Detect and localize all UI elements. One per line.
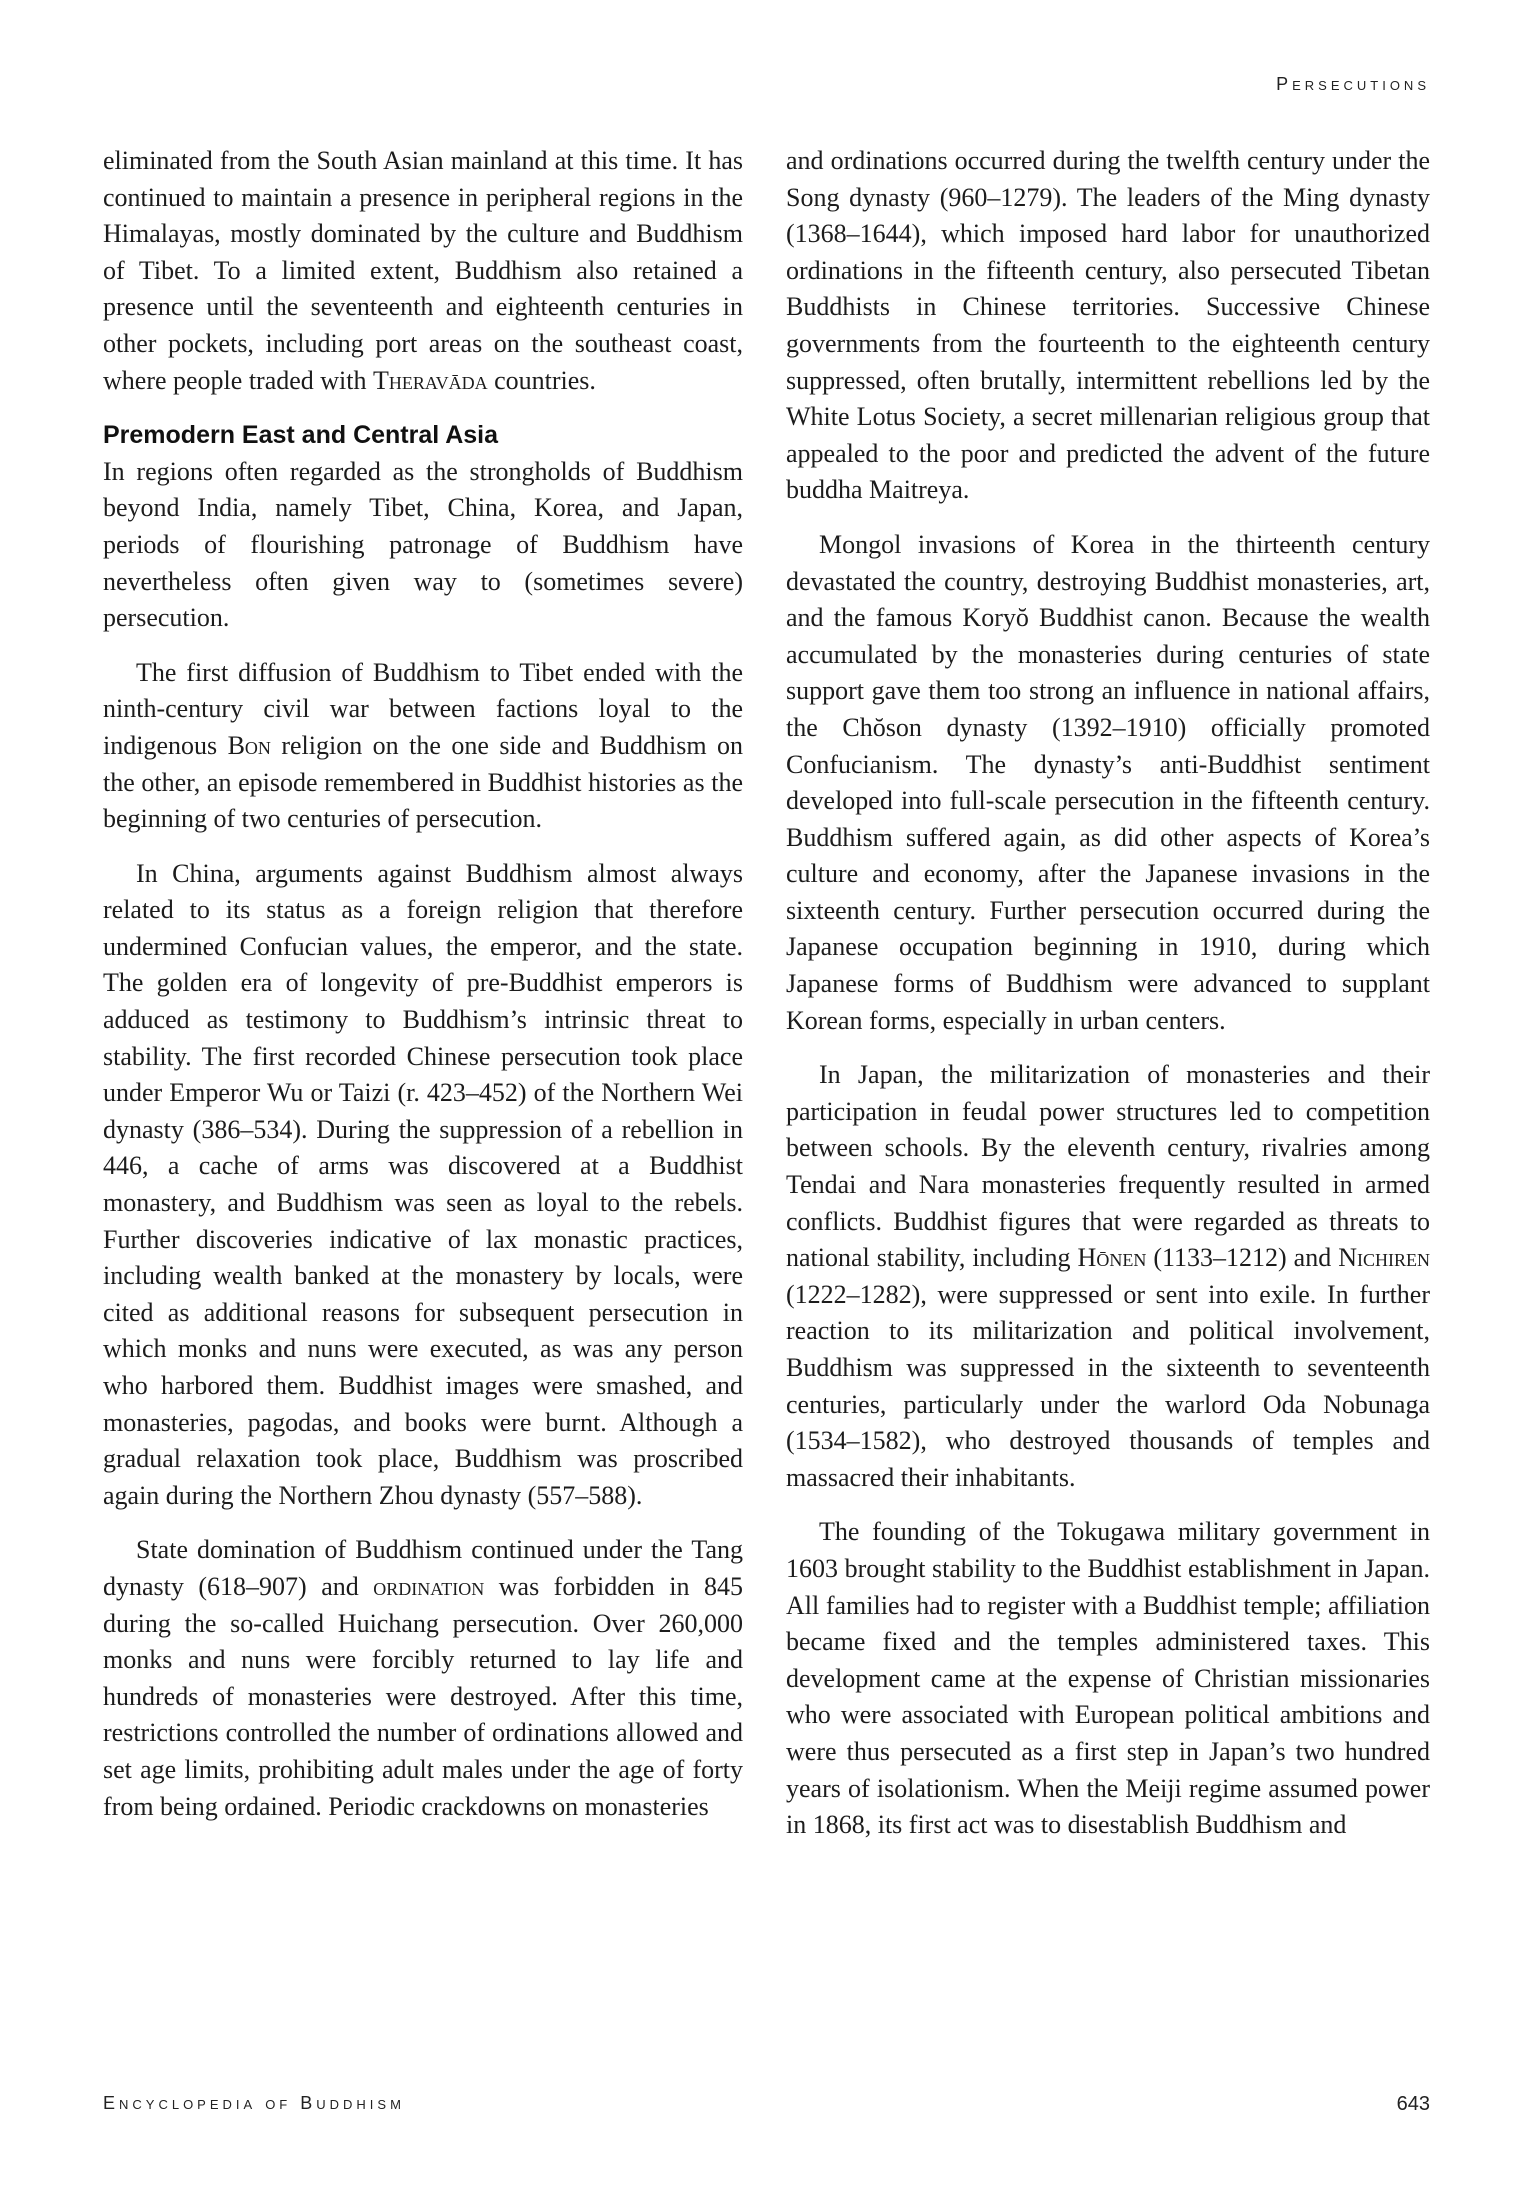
cross-reference-term: Bon (227, 730, 271, 760)
page-footer (103, 2093, 1430, 2116)
text: (1222–1282), were suppressed or sent into exile. In further reaction to its militarization and political involvement, Buddhism was suppressed in the sixteenth to seventeenth centuries, particularly under the warlord Oda Nobunaga (1534–1582), who destroyed thousands of temples and massacred their inhabitants. (786, 1279, 1430, 1492)
page-number: 643 (1396, 2093, 1430, 2115)
text: In Japan, the militarization of monasteries and their participation in feudal power structures led to competition between schools. By the eleventh century, rivalries among Tendai and Nara monasteries frequently resulted in armed conflicts. Buddhist figures that were regarded as threats to national stability, including (786, 1060, 1430, 1273)
cross-reference-term: Nichiren (1338, 1243, 1430, 1273)
section-heading: Premodern East and Central Asia (103, 421, 499, 450)
paragraph (786, 1057, 1430, 1496)
paragraph (103, 143, 743, 399)
cross-reference-term: Hōnen (1077, 1243, 1147, 1273)
right-column (786, 143, 1430, 1862)
text: religion on the one side and Buddhism on the other, an episode remembered in Buddhist histories as the beginning of two centuries of persecution. (103, 730, 743, 834)
text: The first diffusion of Buddhism to Tibet ended with the ninth-century civil war between factions loyal to the indigenous (103, 657, 743, 760)
paragraph: and ordinations occurred during the twelfth century under the Song dynasty (960–1279). The leaders of the Ming dynasty (1368–1644), which imposed hard labor for unauthorized ordinations in the fifteenth century, also persecuted Tibetan Buddhists in Chinese territories. Successive Chinese governments from the fourteenth to the eighteenth century suppressed, often brutally, intermittent rebellions led by the White Lotus Society, a secret millenarian religious group that appealed to the poor and predicted the advent of the future buddha Maitreya. (786, 146, 1430, 505)
paragraph (103, 655, 743, 838)
text: was forbidden in 845 during the so-called Huichang persecution. Over 260,000 monks and nuns were forcibly returned to lay life and hundreds of monasteries were destroyed. After this time, restrictions controlled the number of ordinations allowed and set age limits, prohibiting adult males under the age of forty from being ordained. Periodic crackdowns on monasteries (103, 1571, 743, 1821)
running-header: Persecutions (1276, 74, 1430, 94)
paragraph: In China, arguments against Buddhism almost always related to its status as a foreign religion that therefore undermined Confucian values, the emperor, and the state. The golden era of longevity of pre-Buddhist emperors is adduced as testimony to Buddhism’s intrinsic threat to stability. The first recorded Chinese persecution took place under Emperor Wu or Taizi (r. 423–452) of the Northern Wei dynasty (386–534). During the suppression of a rebellion in 446, a cache of arms was discovered at a Buddhist monastery, and Buddhism was seen as loyal to the rebels. Further discoveries indicative of lax monastic practices, including wealth banked at the monastery by locals, were cited as additional reasons for subsequent persecution in which monks and nuns were executed, as was any person who harbored them. Buddhist images were smashed, and monasteries, pagodas, and books were burnt. Although a gradual relaxation took place, Buddhism was proscribed again during the Northern Zhou dynasty (557–588). (103, 858, 743, 1510)
text: countries. (487, 365, 596, 395)
book-title: Encyclopedia of Buddhism (103, 2093, 405, 2113)
text: (1133–1212) and (1146, 1243, 1339, 1273)
paragraph: In regions often regarded as the strongholds of Buddhism beyond India, namely Tibet, China, Korea, and Japan, periods of flourishing patronage of Buddhism have nevertheless often given way to (sometimes severe) persecution. (103, 456, 743, 633)
text: State domination of Buddhism continued under the Tang dynasty (618–907) and (103, 1535, 743, 1601)
paragraph: The founding of the Tokugawa military government in 1603 brought stability to the Buddhist establishment in Japan. All families had to register with a Buddhist temple; affiliation became fixed and the temples administered taxes. This development came at the expense of Christian missionaries who were associated with European political ambitions and were thus persecuted as a first step in Japan’s two hundred years of isolationism. When the Meiji regime assumed power in 1868, its first act was to disestablish Buddhism and (786, 1517, 1430, 1840)
cross-reference-term: Theravāda (373, 365, 488, 395)
text: eliminated from the South Asian mainland at this time. It has continued to maintain a presence in peripheral regions in the Himalayas, mostly dominated by the culture and Buddhism of Tibet. To a limited extent, Buddhism also retained a presence until the seventeenth and eighteenth centuries in other pockets, including port areas on the southeast coast, where people traded with (103, 146, 743, 395)
left-column (103, 143, 743, 1843)
paragraph (103, 1532, 743, 1825)
paragraph: Mongol invasions of Korea in the thirteenth century devastated the country, destroying Buddhist monasteries, art, and the famous Koryŏ Buddhist canon. Because the wealth accumulated by the monasteries during centuries of state support gave them too strong an influence in national affairs, the Chŏson dynasty (1392–1910) officially promoted Confucianism. The dynasty’s anti-Buddhist sentiment developed into full-scale persecution in the fifteenth century. Buddhism suffered again, as did other aspects of Korea’s culture and economy, after the Japanese invasions in the sixteenth century. Further persecution occurred during the Japanese occupation beginning in 1910, during which Japanese forms of Buddhism were advanced to supplant Korean forms, especially in urban centers. (786, 529, 1430, 1035)
cross-reference-term: ordination (373, 1571, 485, 1601)
